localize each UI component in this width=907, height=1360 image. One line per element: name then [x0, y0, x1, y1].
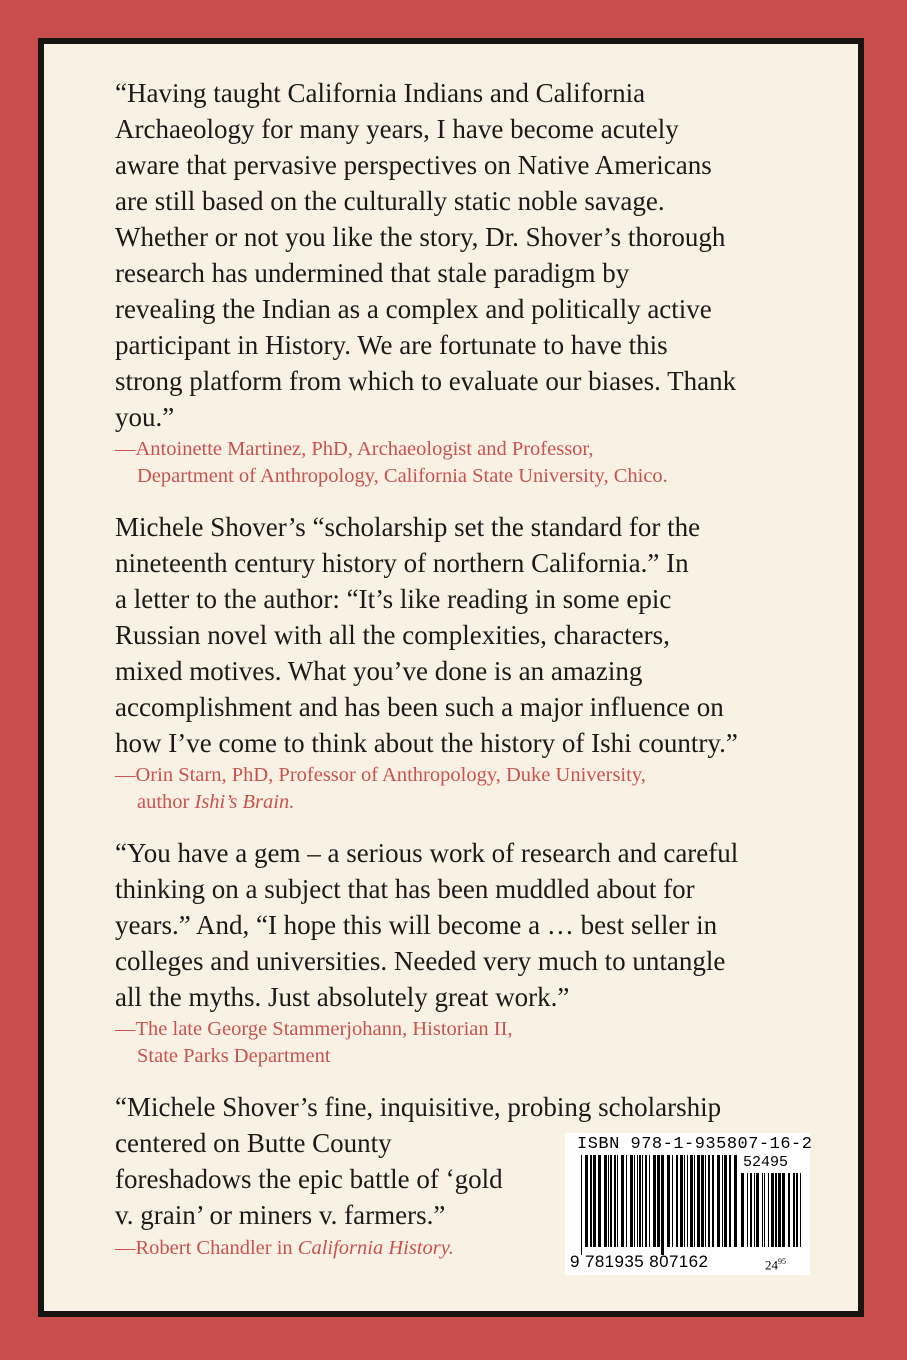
quote-line: aware that pervasive perspectives on Native Americans — [115, 150, 712, 180]
price-cents: 95 — [778, 1257, 786, 1266]
barcode-bar — [734, 1155, 737, 1247]
attribution-text: —Robert Chandler in — [115, 1237, 298, 1259]
barcode-bar — [764, 1173, 765, 1247]
barcode-bar — [793, 1173, 795, 1247]
barcode-bar — [756, 1173, 759, 1247]
quote-line: “You have a gem – a serious work of research and careful — [115, 838, 739, 868]
barcode-bar — [768, 1173, 769, 1247]
attribution-line: —Orin Starn, PhD, Professor of Anthropology, Duke University, — [115, 764, 646, 786]
barcode-bar — [754, 1173, 755, 1247]
quote-line: thinking on a subject that has been muddled about for — [115, 874, 695, 904]
barcode-bar — [741, 1173, 744, 1247]
quote-line: “Having taught California Indians and California — [115, 78, 646, 108]
ean-digits: 9 781935 807162 — [570, 1252, 709, 1271]
barcode-bar — [694, 1155, 695, 1247]
quote-line: years.” And, “I hope this will become a … best seller in — [115, 910, 718, 940]
barcode-bar — [705, 1155, 706, 1247]
barcode-bar — [778, 1173, 781, 1247]
attribution-starn — [115, 762, 646, 816]
barcode-bar — [782, 1173, 785, 1247]
barcode-bar — [617, 1155, 618, 1247]
quote-stammerjohann — [115, 835, 738, 1015]
barcode-bar — [649, 1155, 650, 1247]
attribution-text: author — [137, 791, 195, 813]
attribution-line: State Parks Department — [137, 1045, 331, 1067]
barcode-bar — [684, 1155, 685, 1247]
barcode-bar — [645, 1155, 647, 1247]
barcode-bar — [604, 1155, 607, 1247]
quote-line: accomplishment and has been such a major influence on — [115, 692, 724, 722]
barcode-bar — [762, 1173, 763, 1247]
quote-line: are still based on the culturally static noble savage. — [115, 186, 665, 216]
quote-martinez — [115, 75, 736, 435]
barcode-bar — [676, 1155, 678, 1247]
barcode-bar — [747, 1173, 748, 1247]
barcode-bar — [672, 1155, 673, 1247]
quote-line: you.” — [115, 402, 175, 432]
book-title: Ishi’s Brain. — [194, 791, 295, 813]
barcode-bar — [771, 1173, 774, 1247]
quote-line: participant in History. We are fortunate to have this — [115, 330, 668, 360]
attribution-martinez — [115, 436, 668, 490]
barcode-bar — [690, 1155, 693, 1247]
publication-title: California History. — [297, 1237, 454, 1259]
barcode-bar — [667, 1155, 670, 1247]
barcode-bar — [598, 1155, 601, 1247]
attribution-line: Department of Anthropology, California State University, Chico. — [137, 465, 668, 487]
barcode-bar — [697, 1155, 700, 1247]
quote-line: Michele Shover’s “scholarship set the standard for the — [115, 512, 701, 542]
barcode-bar — [680, 1155, 683, 1247]
quote-line: colleges and universities. Needed very much to untangle — [115, 946, 726, 976]
price-code: 52495 — [743, 1154, 789, 1171]
barcode-bar — [708, 1155, 710, 1247]
barcode-bar — [661, 1155, 664, 1255]
barcode-bar — [657, 1155, 660, 1247]
attribution-line: —Antoinette Martinez, PhD, Archaeologist and Professor, — [115, 438, 594, 460]
attribution-line: —The late George Stammerjohann, Historian II, — [115, 1018, 513, 1040]
quote-line: research has undermined that stale paradigm by — [115, 258, 630, 288]
quote-line: “Michele Shover’s fine, inquisitive, probing scholarship — [115, 1092, 722, 1122]
price-dollars: 24 — [765, 1257, 778, 1273]
quote-starn — [115, 509, 738, 761]
isbn-barcode — [565, 1133, 813, 1275]
quote-line: a letter to the author: “It’s like reading in some epic — [115, 584, 672, 614]
barcode-bar — [639, 1155, 641, 1247]
quote-line: how I’ve come to think about the history of Ishi country.” — [115, 728, 738, 758]
quote-line: foreshadows the epic battle of ‘gold — [115, 1164, 503, 1194]
price-label — [765, 1257, 786, 1273]
barcode-bar — [722, 1155, 723, 1247]
attribution-chandler — [115, 1235, 454, 1262]
barcode-bar — [637, 1155, 638, 1247]
barcode-bar — [687, 1155, 688, 1247]
quote-line: mixed motives. What you’ve done is an amazing — [115, 656, 643, 686]
barcode-bar — [608, 1155, 609, 1247]
quote-line: v. grain’ or miners v. farmers.” — [115, 1200, 446, 1230]
barcode-bar — [610, 1155, 612, 1247]
attribution-line — [115, 1235, 454, 1262]
barcode-bar — [800, 1173, 801, 1247]
barcode-bar — [796, 1173, 798, 1247]
barcode-bar — [775, 1173, 777, 1247]
barcode-bar — [585, 1155, 588, 1247]
barcode-bar — [614, 1155, 616, 1247]
barcode-bar — [621, 1155, 624, 1247]
barcode-bar — [630, 1155, 633, 1247]
quote-line: Whether or not you like the story, Dr. Shover’s thorough — [115, 222, 726, 252]
barcode-bar — [653, 1155, 656, 1247]
barcode-bar — [750, 1173, 752, 1247]
quote-line: revealing the Indian as a complex and politically active — [115, 294, 712, 324]
barcode-bar — [729, 1155, 731, 1247]
quote-line: all the myths. Just absolutely great work.” — [115, 982, 570, 1012]
barcode-bar — [701, 1155, 704, 1247]
barcode-bar — [788, 1173, 790, 1247]
quote-line: centered on Butte County — [115, 1128, 392, 1158]
ean-barcode-bars — [581, 1155, 739, 1255]
barcode-bar — [590, 1155, 592, 1247]
quote-line: Russian novel with all the complexities, characters, — [115, 620, 670, 650]
barcode-bar — [724, 1155, 727, 1247]
addon-barcode-bars — [741, 1173, 801, 1255]
isbn-number: ISBN 978-1-935807-16-2 — [577, 1135, 813, 1154]
quote-line: Archaeology for many years, I have become acutely — [115, 114, 679, 144]
barcode-bar — [717, 1155, 720, 1247]
quote-line: nineteenth century history of northern California.” In — [115, 548, 689, 578]
attribution-stammerjohann — [115, 1016, 513, 1070]
barcode-bar — [581, 1155, 582, 1255]
quote-line: strong platform from which to evaluate our biases. Thank — [115, 366, 737, 396]
barcode-bar — [634, 1155, 635, 1247]
attribution-line — [115, 789, 646, 816]
barcode-bar — [642, 1155, 643, 1247]
barcode-bar — [593, 1155, 596, 1247]
barcode-bar — [626, 1155, 627, 1247]
barcode-bar — [712, 1155, 714, 1247]
